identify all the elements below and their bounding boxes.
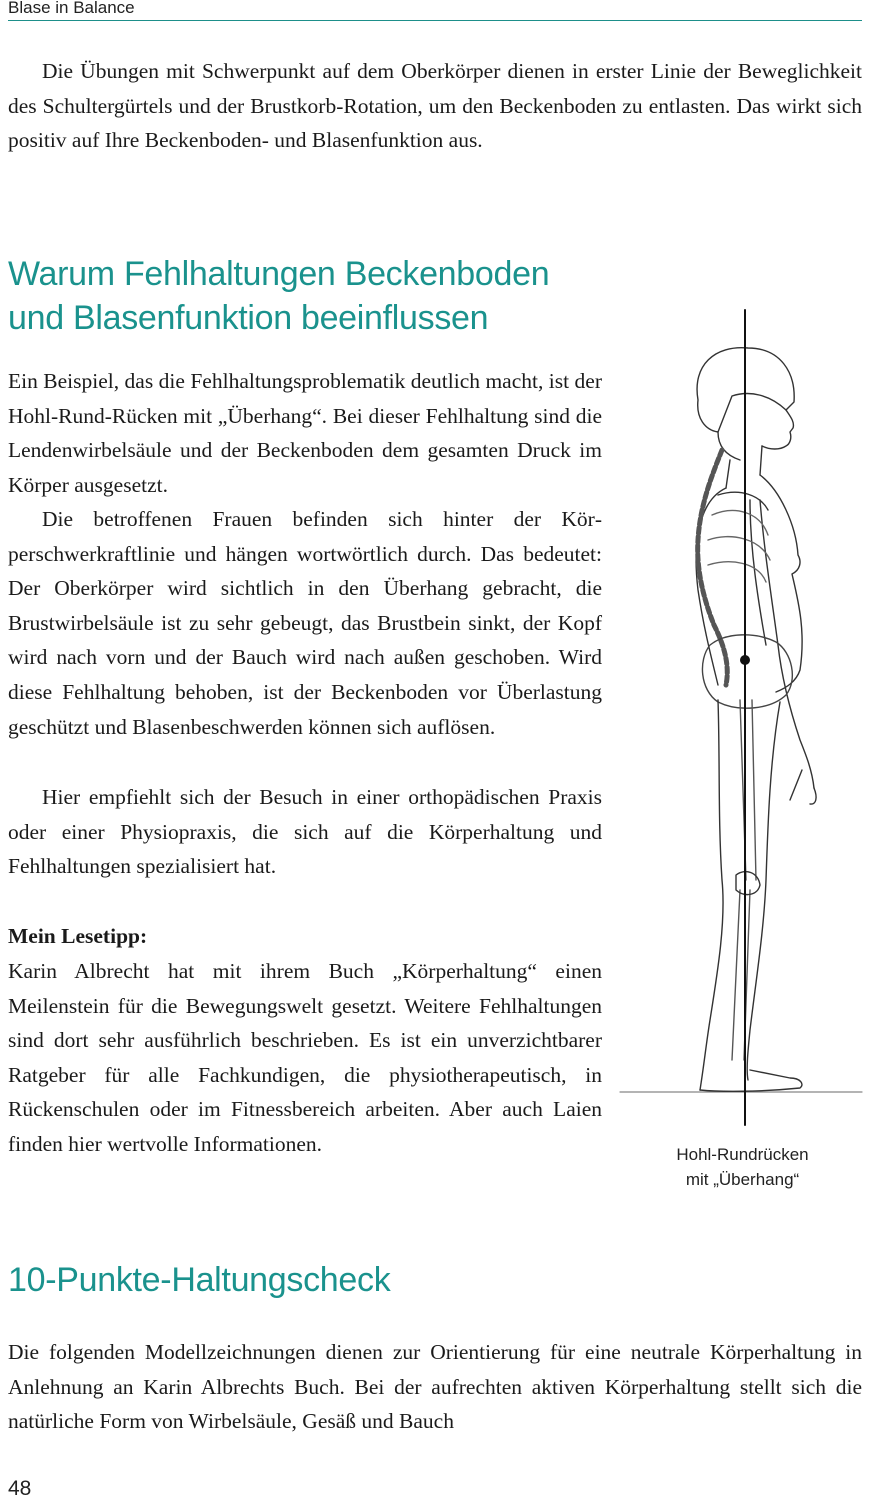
caption-line-1: Hohl-Rundrücken — [676, 1145, 809, 1164]
figure-caption — [620, 1142, 865, 1192]
body-paragraph-1: Ein Beispiel, das die Fehlhaltungsproblematik deutlich macht, ist der Hohl-Rund-Rücken mit „Überhang“. Bei dieser Fehlhaltung sind die Lendenwirbelsäule und der Beckenboden dem gesamten Druck im Körper ausgesetzt. — [8, 369, 602, 497]
section-heading-posture-check: 10-Punkte-Haltungscheck — [8, 1261, 391, 1299]
leg-back — [700, 700, 723, 1090]
intro-paragraph: Die Übungen mit Schwerpunkt auf dem Oberkörper dienen in erster Linie der Beweglichkeit des Schultergürtels und der Brustkorb-Rotation, um den Beckenboden zu entlasten. Das wirkt sich positiv auf Ihre Beckenboden- und Blasenfunktion aus. — [8, 59, 862, 153]
gravity-point — [740, 655, 750, 665]
spine — [698, 450, 728, 685]
reading-tip-title: Mein Lesetipp: — [8, 924, 148, 948]
leg-front — [747, 702, 780, 1080]
section-heading-line-1: Warum Fehlhaltungen Beckenboden — [8, 255, 550, 293]
running-title: Blase in Balance — [8, 0, 135, 17]
pelvis — [702, 635, 792, 708]
section-heading-posture — [8, 252, 549, 340]
foot — [700, 1070, 802, 1091]
femur — [740, 700, 756, 880]
arm-lower — [760, 500, 814, 788]
page-number: 48 — [8, 1477, 32, 1500]
face-profile — [762, 410, 793, 449]
body-paragraph-3: Hier empfiehlt sich der Besuch in einer orthopädischen Praxis oder einer Physiopraxis, die sich auf die Körperhaltung und Fehlhaltungen spezialisiert hat. — [8, 785, 602, 879]
tibia — [732, 890, 750, 1060]
section2-paragraph: Die folgenden Modellzeichnungen dienen zur Orientierung für eine neutrale Körperhaltung in Anlehnung an Karin Albrechts Buch. Bei der aufrechten aktiven Körperhaltung stellt sich die natürliche Form von Wirbelsäule, Gesäß und Bauch — [8, 1340, 862, 1434]
running-header — [8, 0, 862, 21]
section-heading-line-2: und Blasenfunktion beeinflussen — [8, 299, 489, 337]
caption-line-2: mit „Überhang“ — [685, 1170, 800, 1189]
reading-tip-text: Karin Albrecht hat mit ihrem Buch „Körperhaltung“ einen Meilenstein für die Bewegungswelt gesetzt. Weitere Fehlhaltungen sind dort sehr ausführlich beschrieben. Es ist ein unverzichtbarer Ratgeber für alle Fachkundigen, die physiotherapeutisch, in Rückenschulen oder im Fitnessbereich arbeiten. Aber auch Laien finden hier wertvolle Informationen. — [8, 959, 602, 1156]
arm-upper — [750, 500, 766, 645]
posture-illustration — [600, 300, 871, 1140]
rib-cage — [708, 511, 770, 582]
body-paragraph-2: Die betroffenen Frauen befinden sich hinter der Körperschwerkraftlinie und hängen wortwörtlich durch. Das bedeutet: Der Oberkörper wird sichtlich in den Überhang gebracht, die Brustwirbelsäule ist zu sehr gebeugt, das Brustbein sinkt, der Kopf wird nach vorn und der Bauch wird nach außen geschoben. Wird diese Fehlhaltung behoben, ist der Beckenboden vor Überlastung geschützt und Blasenbeschwerden können sich auflösen. — [8, 507, 602, 739]
